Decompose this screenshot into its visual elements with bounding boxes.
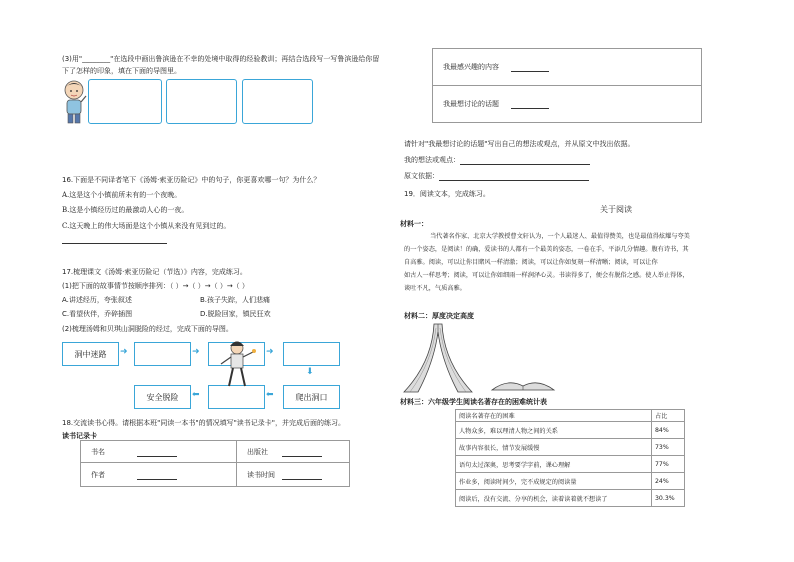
material-1-line-5: 谈吐不凡，气质高雅。	[404, 285, 466, 292]
table-row-percent: 84%	[652, 422, 685, 439]
book-name-input[interactable]	[137, 449, 177, 457]
flow-arrow-right-icon: ➜	[192, 347, 200, 357]
tom-illustration	[217, 340, 257, 390]
label-book-name: 书名	[91, 447, 105, 456]
q3-answer-box-2[interactable]	[166, 79, 237, 124]
flow-box-exit: 爬出洞口	[283, 385, 340, 409]
table-row-percent: 73%	[652, 439, 685, 456]
header-percent: 占比	[652, 410, 685, 422]
reading-time-input[interactable]	[282, 472, 322, 480]
q16-title: 16.下面是不同译者笔下《汤姆·索亚历险记》中的句子，你更喜欢哪一句？为什么？	[62, 176, 321, 184]
interest-table	[432, 48, 702, 123]
q3-answer-box-1[interactable]	[88, 79, 162, 124]
discuss-prompt: 请针对"我最想讨论的话题"写出自己的想法或观点，并从原文中找出依据。	[404, 140, 635, 148]
interest-input[interactable]	[511, 64, 549, 72]
label-interest: 我最感兴趣的内容	[443, 63, 499, 71]
q17-title: 17.梳理课文《汤姆·索亚历险记（节选）》内容，完成练习。	[62, 268, 247, 276]
table-row: 语句太过深奥，思考要学字前，课心理解	[456, 456, 652, 473]
q19-title: 19．阅读文本，完成练习。	[404, 190, 490, 198]
table-row-percent: 77%	[652, 456, 685, 473]
q17-option-d: D.脱险回家，镇民狂欢	[200, 310, 271, 318]
q17-option-a: A.讲述经历，夸张叙述	[62, 296, 132, 304]
reading-card-title: 读书记录卡	[62, 432, 97, 440]
label-discuss: 我最想讨论的话题	[443, 100, 499, 108]
q16-option-a: A.这是这个小镇前所未有的一个夜晚。	[62, 191, 182, 199]
header-difficulty: 阅读名著存在的困难	[456, 410, 652, 422]
passage-title: 关于阅读	[600, 205, 632, 214]
publisher-input[interactable]	[282, 449, 322, 457]
reading-record-card	[80, 440, 350, 487]
flow-arrow-right-icon: ➜	[266, 347, 274, 357]
material-3-label: 材料三：六年级学生阅读名著存在的困难统计表	[400, 398, 547, 406]
q3-answer-box-3[interactable]	[242, 79, 313, 124]
material-1-line-2: 的一个姿态，是阅读！的确，爱读书的人都有一个最美的姿态，一卷在手，平添几分情趣。腹有诗书，其	[404, 246, 689, 253]
q16-answer-line[interactable]	[62, 243, 167, 244]
flat-book-illustration	[490, 376, 556, 392]
flow-arrow-right-icon: ➜	[120, 347, 128, 357]
view-label: 我的想法或观点：	[404, 156, 590, 165]
table-row-percent: 30.3%	[652, 490, 685, 507]
flow-arrow-left-icon: ⬅	[192, 390, 200, 400]
table-row: 作业多，阅读时间少，完不成规定的阅读量	[456, 473, 652, 490]
table-row-percent: 24%	[652, 473, 685, 490]
q17-option-b: B.孩子失踪，人们悲痛	[200, 296, 271, 304]
material-1-line-3: 自高雅。阅读，可以让你目睹风一样清澈；阅读，可以让你如复刻一样清晰；阅读，可以让你	[404, 259, 658, 266]
reading-difficulty-table	[455, 409, 685, 507]
basis-label: 原文依据：	[404, 172, 589, 181]
q18-title: 18.交流读书心得。请根据本班"同读一本书"的情况填写"读书记录卡"，并完成后面的练习。	[62, 419, 346, 427]
flow-box-blank-1[interactable]	[134, 342, 191, 366]
flow-arrow-down-icon: ⬇	[306, 367, 314, 377]
label-author: 作者	[91, 470, 105, 479]
tall-book-illustration	[402, 322, 474, 394]
view-input[interactable]	[460, 157, 590, 165]
material-2-label: 材料二：厚度决定高度	[404, 312, 474, 320]
boy-illustration	[60, 80, 88, 124]
q16-option-b: B.这是小镇经历过的最激动人心的一夜。	[62, 206, 189, 214]
label-publisher: 出版社	[247, 447, 268, 456]
material-1-label: 材料一：	[400, 220, 428, 228]
q3-line2: 下了怎样的印象，填在下面的导图里。	[62, 67, 181, 75]
q3-line1: (3)用"________"在选段中画出鲁滨逊在不幸的处境中取得的经验教训；再结合选段写一写鲁滨逊给你留	[62, 55, 380, 63]
material-1-line-1: 当代著名作家、北京大学教授曹文轩认为，一个人最迷人、最值得赞美，也是最值得炫耀与夸美	[430, 233, 690, 240]
basis-input[interactable]	[439, 173, 589, 181]
discuss-input[interactable]	[511, 101, 549, 109]
flow-arrow-left-icon: ⬅	[266, 390, 274, 400]
table-row: 阅读后，没有交流、分享的机会，读着读着就不想读了	[456, 490, 652, 507]
flow-box-start: 洞中迷路	[62, 342, 119, 366]
flow-box-safe: 安全脱险	[134, 385, 191, 409]
q17-option-c: C.看望伙伴，乔碎插图	[62, 310, 133, 318]
q17-order-prompt: (1)把下面的故事情节按顺序排列：（ ）→（ ）→（ ）→（ ）	[62, 282, 249, 290]
label-reading-time: 读书时间	[247, 470, 275, 479]
material-1-line-4: 如古人一样思考；阅读，可以让你如细雨一样润泽心灵。书读得多了，便会有脱俗之感。使人举止得体，	[404, 272, 689, 279]
table-row: 故事内容很长，情节发展缓慢	[456, 439, 652, 456]
author-input[interactable]	[137, 472, 177, 480]
q16-option-c: C.这天晚上的伟大场面是这个小镇从来没有见到过的。	[62, 222, 231, 230]
table-row: 人物众多，难以理清人物之间的关系	[456, 422, 652, 439]
q17-sub2: (2)梳理汤姆和贝琪山洞脱险的经过，完成下面的导图。	[62, 325, 233, 333]
flow-box-blank-3[interactable]	[283, 342, 340, 366]
